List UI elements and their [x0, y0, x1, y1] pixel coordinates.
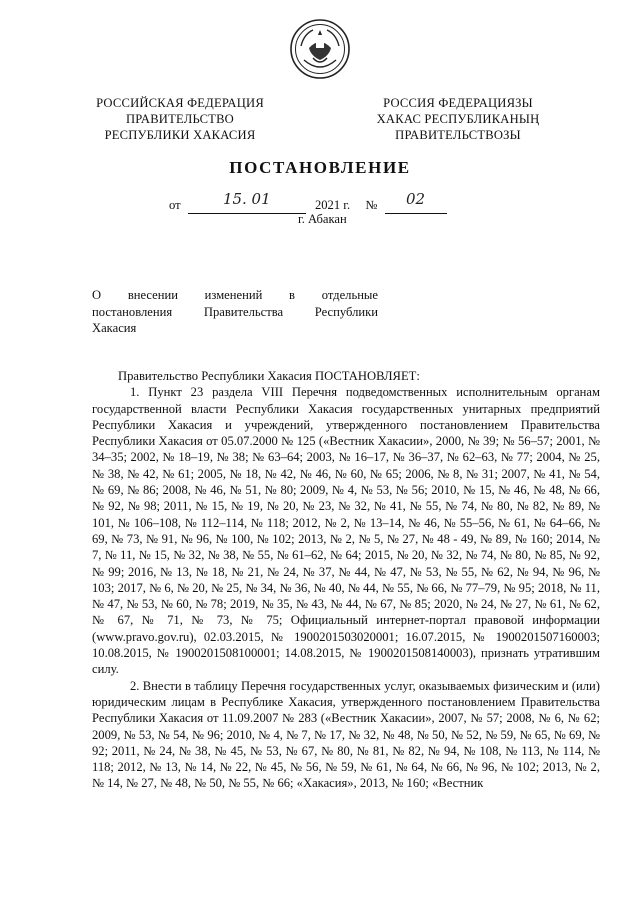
header-ru-line: РОССИЙСКАЯ ФЕДЕРАЦИЯ [96, 96, 264, 110]
subject-line: постановления Правительства Республики [92, 304, 378, 319]
header-khakas-line: ПРАВИТЕЛЬСТВОЗЫ [395, 128, 521, 142]
body-paragraph-2: 2. Внести в таблицу Перечня государственных услуг, оказываемых физическим и (или) юридическим лицам в Республике Хакасия, утвержденного постановлением Правительства Республики Хакасия от 11.09.2007 № 283 («Вестник Хакасии», 2007, № 57; 2008, № 6, № 62; 2009, № 53, № 54, № 96; 2010, № 4, № 7, № 17, № 32, № 48, № 50, № 52, № 59, № 65, № 69, № 92; 2011, № 24, № 38, № 45, № 53, № 67, № 80, № 81, № 82, № 94, № 108, № 113, № 114, № 118; 2012, № 13, № 14, № 22, № 45, № 56, № 59, № 61, № 64, № 66, № 96, № 102; 2013, № 2, № 14, № 27, № 48, № 50, № 55, № 66; «Хакасия», 2013, № 160; «Вестник [92, 678, 600, 791]
date-field [188, 190, 306, 214]
document-title: ПОСТАНОВЛЕНИЕ [229, 158, 411, 177]
number-field [385, 190, 447, 214]
header-ru-line: РЕСПУБЛИКИ ХАКАСИЯ [104, 128, 256, 142]
subject-block [92, 287, 378, 337]
body-intro: Правительство Республики Хакасия ПОСТАНОВЛЯЕТ: [118, 369, 420, 383]
subject-line: Хакасия [92, 321, 137, 335]
header-khakas-line: ХАКАС РЕСПУБЛИКАНЫҢ [376, 112, 540, 126]
header-khakas-block [358, 95, 558, 143]
number-handwritten: 02 [405, 190, 426, 208]
header-ru-block [80, 95, 280, 143]
body-paragraph-1: 1. Пункт 23 раздела VIII Перечня подведомственных исполнительным органам государственной власти Республики Хакасия государственных унитарных предприятий Республики Хакасия и учреждений, утвержденного постановлением Правительства Республики Хакасия от 05.07.2000 № 125 («Вестник Хакасии», 2000, № 39; № 56–57; 2001, № 34–35; 2002, № 18–19, № 38; № 63–64; 2003, № 16–17, № 36–37, № 62–63, № 77; 2004, № 25, № 38, № 42, № 61; 2005, № 18, № 42, № 46, № 60, № 65; 2006, № 8, № 31; 2007, № 41, № 54, № 69, № 86; 2008, № 46, № 51, № 80; 2009, № 4, № 53, № 56; 2010, № 15, № 46, № 48, № 66, № 92, № 98; 2011, № 15, № 19, № 20, № 23, № 32, № 41, № 55, № 74, № 80, № 82, № 89, № 101, № 106–108, № 112–114, № 118; 2012, № 2, № 13–14, № 46, № 55–56, № 61, № 64–66, № 69, № 73, № 91, № 96, № 100, № 102; 2013, № 2, № 5, № 27, № 48 - 49, № 89, № 160; 2014, № 7, № 11, № 15, № 32, № 38, № 55, № 61–62, № 64; 2015, № 20, № 32, № 74, № 80, № 85, № 92, № 99; 2016, № 13, № 18, № 21, № 24, № 37, № 44, № 47, № 53, № 55, № 62, № 94, № 96, № 103; 2017, № 6, № 20, № 25, № 34, № 36, № 40, № 44, № 55, № 66, № 77–79, № 95; 2018, № 11, № 47, № 53, № 60, № 78; 2019, № 35, № 43, № 44, № 67, № 85; 2020, № 24, № 27, № 61, № 62, № 67, № 71, № 73, № 75; Официальный интернет-портал правовой информации (www.pravo.gov.ru), 02.03.2015, № 1900201503020001; 16.07.2015, № 1900201507160003; 10.08.2015, № 1900201508100001; 14.08.2015, № 1900201508140003), признать утратившим силу. [92, 385, 600, 677]
header-khakas-line: РОССИЯ ФЕДЕРАЦИЯЗЫ [383, 96, 533, 110]
header-ru-line: ПРАВИТЕЛЬСТВО [126, 112, 234, 126]
date-handwritten: 15. 01 [222, 190, 271, 208]
year-label: 2021 г. [314, 198, 351, 212]
date-from-label: от [169, 198, 181, 212]
document-body [92, 368, 600, 792]
number-label: № [365, 198, 378, 212]
coat-of-arms-emblem-icon [289, 18, 351, 80]
city-label: г. Абакан [298, 212, 347, 226]
subject-line: О внесении изменений в отдельные [92, 288, 378, 302]
